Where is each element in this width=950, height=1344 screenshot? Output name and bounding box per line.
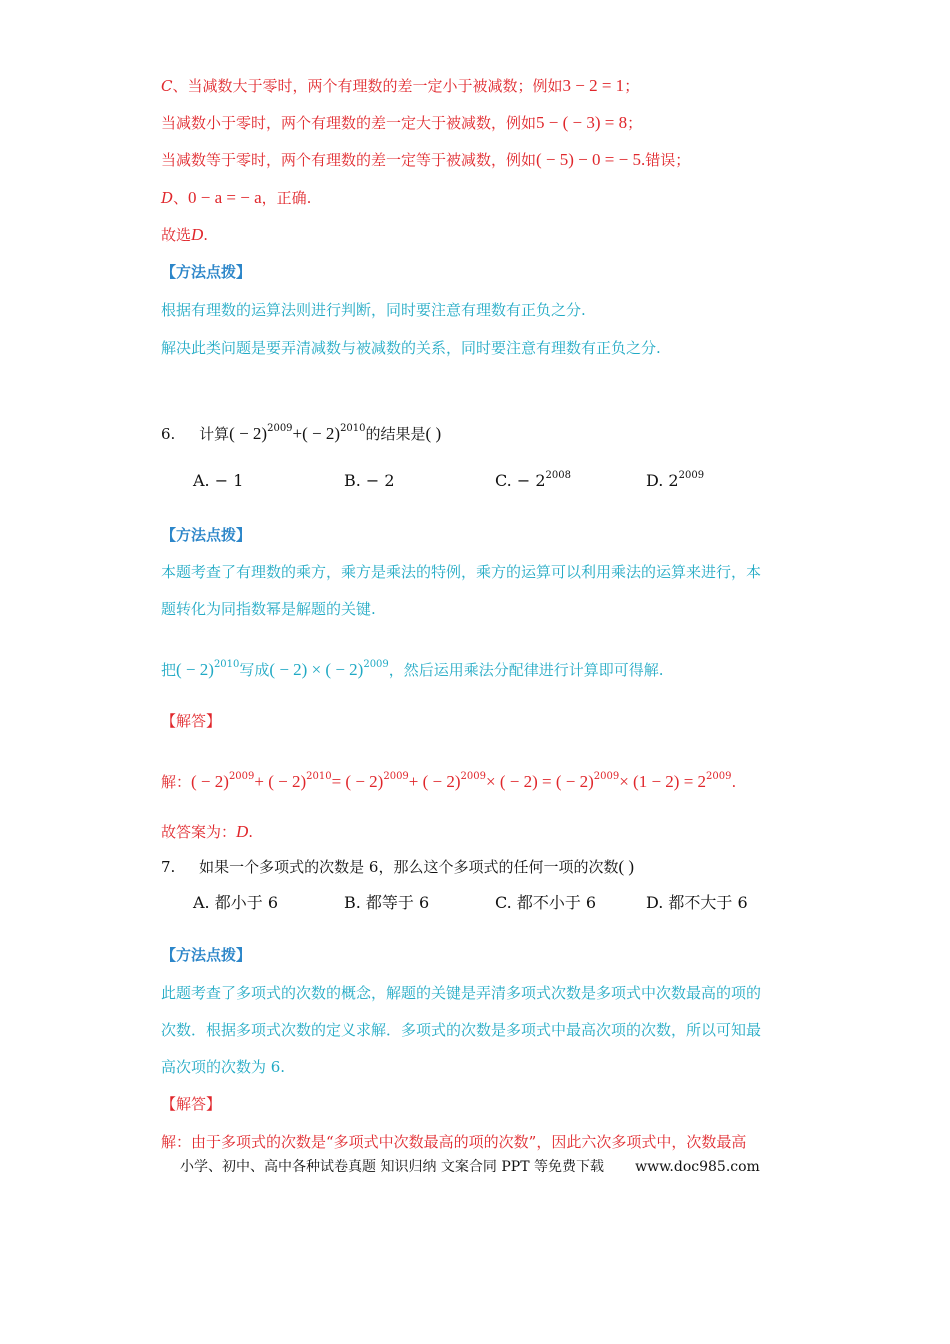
q7-option-b[interactable]: B. 都等于 6	[344, 893, 430, 912]
method-text: 次数．根据多项式次数的定义求解．多项式的次数是多项式中最高次项的次数，所以可知最	[161, 1021, 762, 1039]
page-footer	[180, 1156, 760, 1176]
method-text: 此题考查了多项式的次数的概念，解题的关键是弄清多项式次数是多项式中次数最高的项的	[161, 984, 762, 1002]
method-header: 【方法点拨】	[161, 946, 252, 964]
method-text: 高次项的次数为 6.	[161, 1058, 286, 1076]
option-c-line-1: C、当减数大于零时，两个有理数的差一定小于被减数；例如3 − 2 = 1；	[161, 76, 640, 95]
q6-solution: 解：( − 2)$^{2009}$+ ( − 2)$^{2010}$= ( − 2)$^{2009}$+ ( − 2)$^{2009}$× ( − 2) = ( − $2)^{2009}\times (1 - 2) = 2^{2009}$.	[161, 771, 737, 791]
method-header: 【方法点拨】	[161, 263, 252, 281]
method-text: 根据有理数的运算法则进行判断，同时要注意有理数有正负之分.	[161, 301, 586, 319]
q6-option-b[interactable]: B. − 2	[344, 471, 395, 490]
choose-answer: 故选D.	[161, 225, 209, 244]
q7-option-a[interactable]: A. 都小于 6	[193, 893, 278, 912]
question-6-stem: 6. 计算( − $2)^{2009}+( - 2)^{2010}$的结果是( )	[161, 423, 442, 443]
q6-option-d[interactable]: D. $2^{2009}$	[646, 470, 705, 490]
method-text: 题转化为同指数幂是解题的关键.	[161, 600, 376, 618]
q6-option-a[interactable]: A. − 1	[193, 471, 244, 490]
option-c-line-2: 当减数小于零时，两个有理数的差一定大于被减数，例如5 − ( − 3) = 8；	[161, 113, 643, 132]
q6-final-answer: 故答案为：D.	[161, 822, 254, 841]
footer-link[interactable]: www.doc985.com	[635, 1159, 760, 1175]
q7-answer-text: 解：由于多项式的次数是“多项式中次数最高的项的次数”，因此六次多项式中，次数最高	[161, 1133, 747, 1151]
answer-header: 【解答】	[161, 1095, 222, 1113]
q7-option-c[interactable]: C. 都不小于 6	[495, 893, 597, 912]
q7-option-d[interactable]: D. 都不大于 6	[646, 893, 748, 912]
option-c-line-3: 当减数等于零时，两个有理数的差一定等于被减数，例如( − 5) − 0 = − 5.错误；	[161, 150, 691, 169]
hint-text: 把( − 2)$^{2010}$写成( − 2) × ( − 2)$^{2009}$，然后运用乘法分配律进行计算即可得解.	[161, 659, 664, 679]
method-text: 解决此类问题是要弄清减数与被减数的关系，同时要注意有理数有正负之分.	[161, 339, 661, 357]
option-d-line: D、0 − a = − a，正确.	[161, 188, 312, 207]
method-header: 【方法点拨】	[161, 526, 252, 544]
answer-header: 【解答】	[161, 712, 222, 730]
footer-text: 小学、初中、高中各种试卷真题 知识归纳 文案合同 PPT 等免费下载	[180, 1159, 604, 1175]
question-7-stem: 7. 如果一个多项式的次数是 6，那么这个多项式的任何一项的次数( )	[161, 857, 635, 876]
method-text: 本题考查了有理数的乘方，乘方是乘法的特例，乘方的运算可以利用乘法的运算来进行，本	[161, 563, 762, 581]
q6-option-c[interactable]: C. − $2^{2008}$	[495, 470, 571, 490]
